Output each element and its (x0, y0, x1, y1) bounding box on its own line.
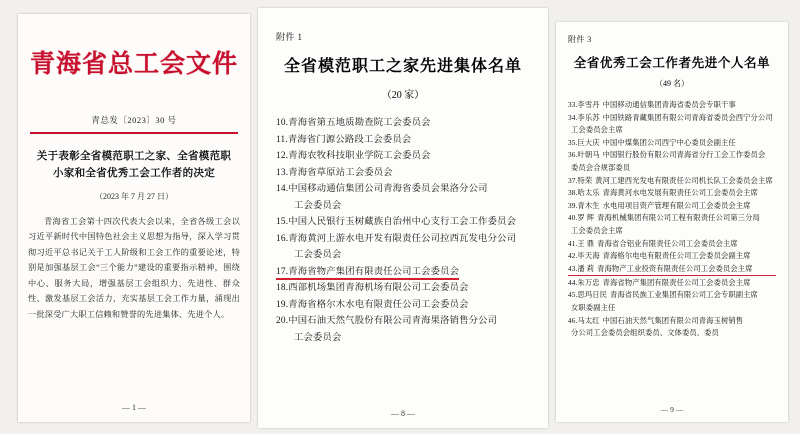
list-item (568, 175, 776, 187)
person-description: 青海物产工业投资有限责任公司工会委员会主席 (597, 263, 776, 276)
list-item-highlighted (568, 263, 776, 276)
person-description: 青海格尔电电有限责任公司工会委员会副主席 (602, 251, 751, 261)
person-name: 33.李雪丹 (568, 100, 600, 109)
person-name: 38.哈太乐 (568, 188, 600, 198)
person-description: 青海黄河水电发展有限责任公司工会委员会主席 (602, 188, 758, 198)
list-item (276, 132, 530, 149)
entry-text: 20.中国石油天然气股份有限公司青海果洛销售分公司 (276, 316, 498, 326)
individual-count-label: （49 名） (655, 79, 689, 88)
list-item (568, 250, 776, 262)
attachment-label-3: 附件 3 (568, 35, 592, 44)
list-item (276, 214, 530, 231)
individual-entry-list (568, 99, 776, 339)
list-item (276, 115, 530, 132)
person-description: 青海省合铝业有限责任公司工会委员会主席 (597, 238, 738, 248)
person-name: 42.毕天海 (568, 251, 600, 261)
document-number: 青总发〔2023〕30 号 (91, 115, 177, 125)
document-body-paragraph: 青海省工会第十四次代表大会以来，全省各级工会以习近平新时代中国特色社会主义思想为指导，深入学习贯彻习近平总书记关于工人阶级和工会工作的重要论述，特别是加强基层工会“三个能力”建设的重要指示精神，围绕中心、服务大局，增强基层工会组织力、先进性、群众性、激发基层工会活力，充实基层工会工作力量，涌现出一批深受广大职工信赖和赞誉的先进集体、先进个人。 (28, 216, 240, 319)
person-description: 工会委员会主席 (571, 125, 623, 135)
entry-text: 17.青海省物产集团有限责任公司工会委员会 (276, 267, 459, 280)
red-separator-line (30, 132, 238, 134)
person-name: 35.巨大庆 (568, 137, 600, 147)
list-item (568, 302, 776, 314)
person-name: 41.王 鼎 (568, 238, 595, 248)
person-description: 女职委副主任 (571, 303, 616, 312)
person-name: 43.潘 莉 (568, 263, 597, 276)
person-description: 委员会合规部委员 (571, 162, 631, 172)
document-subject-line-1: 关于表彰全省模范职工之家、全省模范职 (36, 150, 232, 162)
list-item (568, 327, 776, 339)
list-item (568, 200, 776, 212)
attachment-label-1: 附件 1 (276, 32, 303, 42)
person-description: 青海机械集团有限公司工程有限责任公司第三分局 (597, 213, 760, 223)
list-item (568, 238, 776, 250)
entry-text: 19.青海省格尔木水电有限责任公司工会委员会 (276, 299, 469, 310)
entry-text: 10.青海省第五地质勘查院工会委员会 (276, 118, 431, 128)
left-page-number: — 1 — (122, 403, 146, 412)
organization-red-title: 青海省总工会文件 (29, 51, 238, 78)
list-item (568, 212, 776, 224)
person-description: 中国铁路青藏集团有限公司青海省委员会西宁分公司 (602, 112, 773, 122)
entry-text: 18.西部机场集团青海机场有限公司工会委员会 (276, 283, 469, 293)
entry-continuation: 工会委员会 (294, 250, 342, 260)
person-name: 37.特荣 (568, 175, 593, 185)
person-name: 36.叶朝马 (568, 150, 600, 160)
person-name: 34.李乐苏 (568, 112, 600, 122)
middle-page-number: — 8 — (391, 409, 415, 418)
person-description: 中国石油天然气集团有限公司青海玉树销售 (602, 315, 744, 325)
list-item (568, 225, 776, 237)
list-item-highlighted (276, 264, 530, 281)
person-name: 39.青木生 (568, 200, 600, 210)
individual-list-title: 全省优秀工会工作者先进个人名单 (573, 56, 771, 70)
list-item (276, 313, 530, 346)
list-item (568, 162, 776, 174)
list-item (568, 149, 776, 161)
list-item (568, 277, 776, 289)
entry-continuation: 工会委员会 (294, 200, 342, 211)
list-item (568, 112, 776, 124)
list-item (276, 297, 530, 314)
list-item (568, 124, 776, 136)
person-description: 工会委员会主席 (571, 225, 623, 235)
list-item (276, 280, 530, 297)
list-item (276, 231, 530, 264)
person-name: 44.朱万忠 (568, 277, 600, 287)
entry-text: 15.中国人民银行玉树藏族自治州中心支行工会工作委员会 (276, 217, 517, 227)
document-subject (28, 148, 240, 182)
collective-list-title: 全省模范职工之家先进集体名单 (283, 58, 522, 75)
list-item (276, 148, 530, 165)
list-item (276, 181, 530, 214)
entry-text: 12.青海农牧科技职业学院工会委员会 (276, 151, 431, 161)
entry-continuation: 工会委员会 (294, 332, 342, 343)
person-description: 水电用项目资产管理有限公司工会委员会主席 (602, 200, 751, 210)
left-document (18, 14, 250, 422)
document-date: （2023 年 7 月 27 日） (95, 191, 173, 201)
entry-text: 16.青海黄河上游水电开发有限责任公司拉西瓦发电分公司 (276, 233, 517, 244)
right-page-number: — 9 — (660, 405, 684, 414)
entry-text: 14.中国移动通信集团公司青海省委员会果洛分公司 (276, 184, 488, 194)
entry-text: 11.青海省门源公路段工会委员会 (276, 134, 412, 145)
person-description: 中国银行股份有限公司青海省分行工会工作委员会 (602, 150, 766, 160)
collective-entry-list (276, 115, 530, 346)
list-item (568, 187, 776, 199)
list-item (276, 165, 530, 182)
entry-text: 13.青海省草原站工会委员会 (276, 167, 393, 178)
person-description: 青海省民族工业集团有限公司工会专职副主席 (610, 290, 758, 300)
list-item (568, 99, 776, 111)
document-subject-line-2: 小家和全省优秀工会工作者的决定 (53, 167, 215, 179)
list-item (568, 315, 776, 327)
person-description: 青海省物产集团有限责任公司工会委员会主席 (602, 277, 751, 287)
list-item (568, 289, 776, 301)
collective-count-label: （20 家） (381, 90, 425, 101)
person-name: 46.马太红 (568, 315, 600, 325)
middle-document (258, 8, 548, 428)
person-description: 中国中煤集团公司西宁中心委员会副主任 (602, 137, 736, 147)
list-item (568, 137, 776, 149)
person-description: 黄河工建西光发电有限责任公司机长队工会委员会主席 (595, 175, 773, 185)
person-name: 40.罗 辉 (568, 213, 595, 223)
person-name: 45.思玛日民 (568, 290, 608, 300)
person-description: 分公司工会委员会组织委员、文体委员、委员 (571, 328, 719, 338)
right-document (556, 22, 788, 422)
person-description: 中国移动通信集团青海省委员会专职干事 (602, 100, 736, 109)
